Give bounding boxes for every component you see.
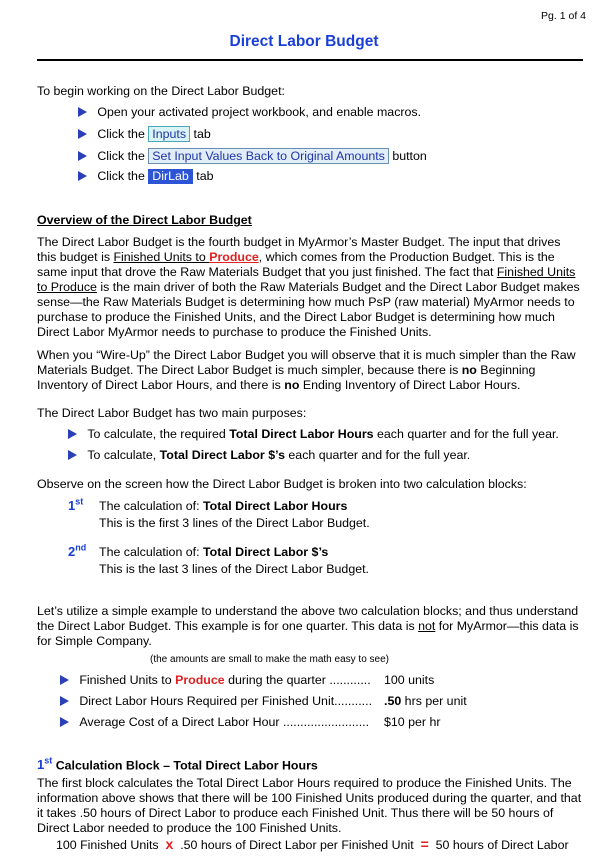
triangle-bullet-icon xyxy=(60,717,69,727)
example-item-2: Direct Labor Hours Required per Finished Unit........... xyxy=(60,694,372,708)
block-1-ordinal: 1st xyxy=(68,497,84,514)
block-1-title: The calculation of: Total Direct Labor Hours xyxy=(99,499,348,513)
purposes-lead: The Direct Labor Budget has two main purposes: xyxy=(37,406,307,420)
block-2-subtitle: This is the last 3 lines of the Direct Labor Budget. xyxy=(99,562,369,576)
intro-lead: To begin working on the Direct Labor Budget: xyxy=(37,84,285,98)
triangle-bullet-icon xyxy=(78,129,87,139)
overview-paragraph-1: The Direct Labor Budget is the fourth budget in MyArmor’s Master Budget. The input that drives this budget is Finished Units to Produce, which comes from the Production Budget. This is the same input that drove the Raw Materials Budget that you just finished. The fact that Finished Units to Produce is the main driver of both the Raw Materials Budget and the Direct Labor Budget makes sense—the Raw Materials Budget is determining how much PsP (raw material) MyArmor needs to purchase to produce the Finished Units, and the Direct Labor Budget is determining how much Direct Labor MyArmor needs to purchase to produce the Finished Units. xyxy=(37,235,580,339)
triangle-bullet-icon xyxy=(60,675,69,685)
example-item-2-value: .50 hrs per unit xyxy=(384,694,467,708)
block-2-title: The calculation of: Total Direct Labor $’s xyxy=(99,545,329,559)
example-item-1: Finished Units to Produce during the quarter ............ xyxy=(60,673,371,687)
example-item-3-value: $10 per hr xyxy=(384,715,441,729)
triangle-bullet-icon xyxy=(78,151,87,161)
triangle-bullet-icon xyxy=(60,696,69,706)
triangle-bullet-icon xyxy=(78,107,87,117)
overview-paragraph-2: When you “Wire-Up” the Direct Labor Budget you will observe that it is much simpler than the Raw Materials Budget. The Direct Labor Budget is much simpler, because there is no Beginning Inventory of Direct Labor Hours, and there is no Ending Inventory of Direct Labor Hours. xyxy=(37,348,576,392)
page-title: Direct Labor Budget xyxy=(229,33,379,50)
inputs-tab[interactable]: Inputs xyxy=(148,126,190,142)
overview-heading: Overview of the Direct Labor Budget xyxy=(37,213,252,227)
example-item-3: Average Cost of a Direct Labor Hour ......................... xyxy=(60,715,369,729)
purpose-2: To calculate, Total Direct Labor $’s each quarter and for the full year. xyxy=(68,448,470,462)
step-open-workbook: Open your activated project workbook, and enable macros. xyxy=(78,105,421,119)
example-note: (the amounts are small to make the math easy to see) xyxy=(150,654,389,665)
set-input-values-button[interactable]: Set Input Values Back to Original Amounts xyxy=(148,148,389,164)
observe-line: Observe on the screen how the Direct Labor Budget is broken into two calculation blocks: xyxy=(37,477,527,491)
triangle-bullet-icon xyxy=(68,429,77,439)
step-click-inputs: Click the Inputs tab xyxy=(78,126,211,142)
calc-block-1-heading: 1st Calculation Block – Total Direct Labor Hours xyxy=(37,756,318,773)
triangle-bullet-icon xyxy=(68,450,77,460)
block-1-subtitle: This is the first 3 lines of the Direct Labor Budget. xyxy=(99,516,370,530)
triangle-bullet-icon xyxy=(78,171,87,181)
page-number: Pg. 1 of 4 xyxy=(541,10,586,22)
step-click-set-input: Click the Set Input Values Back to Original Amounts button xyxy=(78,148,427,164)
calc-block-1-paragraph: The first block calculates the Total Direct Labor Hours required to produce the Finished Units. The information above shows that there will be 100 Finished Units produced during the quarter, and that it takes .50 hours of Direct Labor to produce each Finished Unit. Thus there will be 50 hours of Direct Labor needed to produce the 100 Finished Units. xyxy=(37,776,582,835)
dirlab-tab[interactable]: DirLab xyxy=(148,169,193,184)
title-divider xyxy=(37,59,583,61)
example-paragraph: Let’s utilize a simple example to understand the above two calculation blocks; and thus understand the Direct Labor Budget. This example is for one quarter. This data is not for MyArmor—this data is for Simple Company. xyxy=(37,604,579,648)
example-item-1-value: 100 units xyxy=(384,673,435,687)
calc-block-1-equation: 100 Finished Units x .50 hours of Direct Labor per Finished Unit = 50 hours of Direct Labor xyxy=(56,836,569,852)
block-2-ordinal: 2nd xyxy=(68,543,87,560)
purpose-1: To calculate, the required Total Direct Labor Hours each quarter and for the full year. xyxy=(68,427,559,441)
step-click-dirlab: Click the DirLab tab xyxy=(78,169,214,184)
